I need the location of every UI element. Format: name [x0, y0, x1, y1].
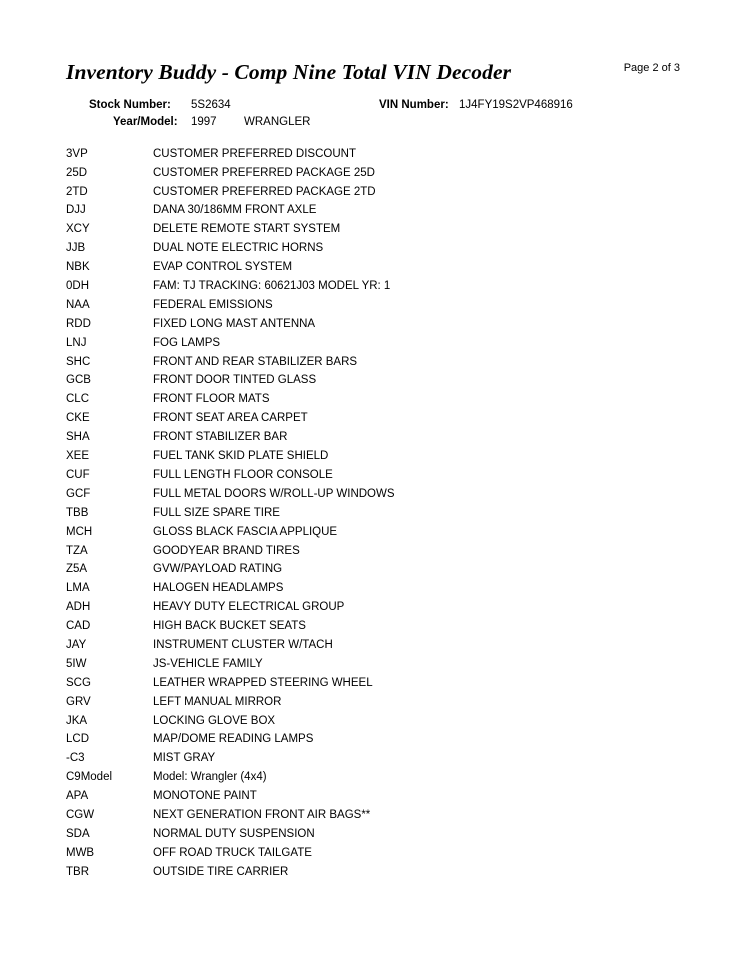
option-row — [66, 787, 702, 806]
option-row — [66, 409, 702, 428]
option-description: CUSTOMER PREFERRED PACKAGE 2TD — [153, 185, 376, 198]
option-row — [66, 353, 702, 372]
option-description: JS-VEHICLE FAMILY — [153, 657, 263, 670]
option-code: NBK — [66, 261, 90, 274]
option-code: XEE — [66, 450, 90, 463]
option-row — [66, 636, 702, 655]
option-code: DJJ — [66, 204, 86, 217]
option-description: GOODYEAR BRAND TIRES — [153, 544, 300, 557]
option-code: LCD — [66, 733, 90, 746]
stock-number-value: 5S2634 — [191, 98, 231, 111]
option-code: CGW — [66, 808, 95, 821]
option-description: EVAP CONTROL SYSTEM — [153, 261, 293, 274]
option-row — [66, 428, 702, 447]
option-row — [66, 598, 702, 617]
option-code: SHA — [66, 431, 90, 444]
option-description: DUAL NOTE ELECTRIC HORNS — [153, 242, 324, 255]
option-description: OUTSIDE TIRE CARRIER — [153, 865, 289, 878]
option-row — [66, 277, 702, 296]
option-row — [66, 201, 702, 220]
option-description: FRONT FLOOR MATS — [153, 393, 270, 406]
option-description: FULL LENGTH FLOOR CONSOLE — [153, 468, 333, 481]
option-code: C9Model — [66, 771, 113, 784]
option-code: SHC — [66, 355, 91, 368]
option-code: TBR — [66, 865, 89, 878]
option-row — [66, 523, 702, 542]
year-model-label: Year/Model: — [113, 115, 178, 128]
option-description: HIGH BACK BUCKET SEATS — [153, 620, 306, 633]
option-row — [66, 655, 702, 674]
option-code: APA — [66, 790, 89, 803]
option-code: GCB — [66, 374, 91, 387]
option-description: NEXT GENERATION FRONT AIR BAGS** — [153, 808, 371, 821]
option-code: ADH — [66, 601, 91, 614]
option-description: FRONT AND REAR STABILIZER BARS — [153, 355, 358, 368]
option-description: MAP/DOME READING LAMPS — [153, 733, 314, 746]
option-description: OFF ROAD TRUCK TAILGATE — [153, 846, 312, 859]
option-code: 0DH — [66, 280, 90, 293]
option-description: MONOTONE PAINT — [153, 790, 257, 803]
option-row — [66, 145, 702, 164]
option-row — [66, 296, 702, 315]
option-code: SCG — [66, 676, 91, 689]
option-description: FRONT SEAT AREA CARPET — [153, 412, 308, 425]
option-code: JKA — [66, 714, 88, 727]
stock-number-label: Stock Number: — [89, 98, 171, 111]
option-description: HALOGEN HEADLAMPS — [153, 582, 284, 595]
option-row — [66, 258, 702, 277]
vin-number-value: 1J4FY19S2VP468916 — [459, 98, 573, 111]
option-code: TZA — [66, 544, 88, 557]
option-description: FRONT DOOR TINTED GLASS — [153, 374, 317, 387]
option-code: TBB — [66, 506, 89, 519]
option-row — [66, 712, 702, 731]
option-code: CKE — [66, 412, 90, 425]
option-code: 3VP — [66, 147, 88, 160]
option-description: FUEL TANK SKID PLATE SHIELD — [153, 450, 329, 463]
option-code: CUF — [66, 468, 90, 481]
option-code: MWB — [66, 846, 95, 859]
option-description: HEAVY DUTY ELECTRICAL GROUP — [153, 601, 345, 614]
option-code: LMA — [66, 582, 90, 595]
option-row — [66, 315, 702, 334]
option-code: RDD — [66, 317, 91, 330]
option-description: CUSTOMER PREFERRED DISCOUNT — [153, 147, 356, 160]
option-row — [66, 220, 702, 239]
option-description: Model: Wrangler (4x4) — [153, 771, 267, 784]
option-row — [66, 164, 702, 183]
option-description: CUSTOMER PREFERRED PACKAGE 25D — [153, 166, 375, 179]
option-code: Z5A — [66, 563, 88, 576]
option-description: FAM: TJ TRACKING: 60621J03 MODEL YR: 1 — [153, 280, 391, 293]
meta-line-year-model — [66, 114, 680, 131]
option-code: MCH — [66, 525, 93, 538]
option-row — [66, 447, 702, 466]
option-code-list — [0, 145, 742, 882]
option-row — [66, 749, 702, 768]
meta-line-stock-vin — [66, 97, 680, 114]
option-code: CAD — [66, 620, 91, 633]
option-code: 2TD — [66, 185, 88, 198]
option-row — [66, 239, 702, 258]
option-row — [66, 730, 702, 749]
option-row — [66, 183, 702, 202]
option-description: FEDERAL EMISSIONS — [153, 298, 273, 311]
option-code: JJB — [66, 242, 86, 255]
option-description: LEATHER WRAPPED STEERING WHEEL — [153, 676, 373, 689]
option-code: GCF — [66, 487, 91, 500]
option-row — [66, 466, 702, 485]
option-description: GVW/PAYLOAD RATING — [153, 563, 283, 576]
vin-number-label: VIN Number: — [379, 98, 449, 111]
page-title: Inventory Buddy - Comp Nine Total VIN Decoder — [66, 60, 512, 84]
option-code: GRV — [66, 695, 91, 708]
option-row — [66, 693, 702, 712]
option-description: FULL SIZE SPARE TIRE — [153, 506, 280, 519]
option-description: LOCKING GLOVE BOX — [153, 714, 276, 727]
option-description: LEFT MANUAL MIRROR — [153, 695, 282, 708]
option-code: -C3 — [66, 752, 85, 765]
option-row — [66, 825, 702, 844]
option-row — [66, 806, 702, 825]
option-row — [66, 674, 702, 693]
option-description: MIST GRAY — [153, 752, 216, 765]
option-code: LNJ — [66, 336, 87, 349]
option-code: SDA — [66, 827, 90, 840]
option-description: DELETE REMOTE START SYSTEM — [153, 223, 341, 236]
option-row — [66, 560, 702, 579]
option-code: XCY — [66, 223, 90, 236]
option-description: INSTRUMENT CLUSTER W/TACH — [153, 638, 333, 651]
option-description: FIXED LONG MAST ANTENNA — [153, 317, 316, 330]
option-description: GLOSS BLACK FASCIA APPLIQUE — [153, 525, 338, 538]
option-description: FRONT STABILIZER BAR — [153, 431, 288, 444]
option-row — [66, 485, 702, 504]
option-description: NORMAL DUTY SUSPENSION — [153, 827, 315, 840]
option-row — [66, 579, 702, 598]
option-code: CLC — [66, 393, 90, 406]
option-row — [66, 768, 702, 787]
option-row — [66, 617, 702, 636]
year-value: 1997 — [191, 115, 217, 128]
page-indicator: Page 2 of 3 — [623, 62, 680, 74]
option-row — [66, 504, 702, 523]
option-description: FULL METAL DOORS W/ROLL-UP WINDOWS — [153, 487, 395, 500]
model-value: WRANGLER — [244, 115, 311, 128]
option-row — [66, 334, 702, 353]
document-header — [0, 0, 742, 86]
option-code: NAA — [66, 298, 90, 311]
option-row — [66, 371, 702, 390]
option-row — [66, 542, 702, 561]
option-row — [66, 863, 702, 882]
option-code: 5IW — [66, 657, 87, 670]
option-code: 25D — [66, 166, 88, 179]
option-description: DANA 30/186MM FRONT AXLE — [153, 204, 317, 217]
vehicle-meta — [0, 97, 742, 131]
option-row — [66, 390, 702, 409]
option-description: FOG LAMPS — [153, 336, 221, 349]
option-code: JAY — [66, 638, 87, 651]
option-row — [66, 844, 702, 863]
